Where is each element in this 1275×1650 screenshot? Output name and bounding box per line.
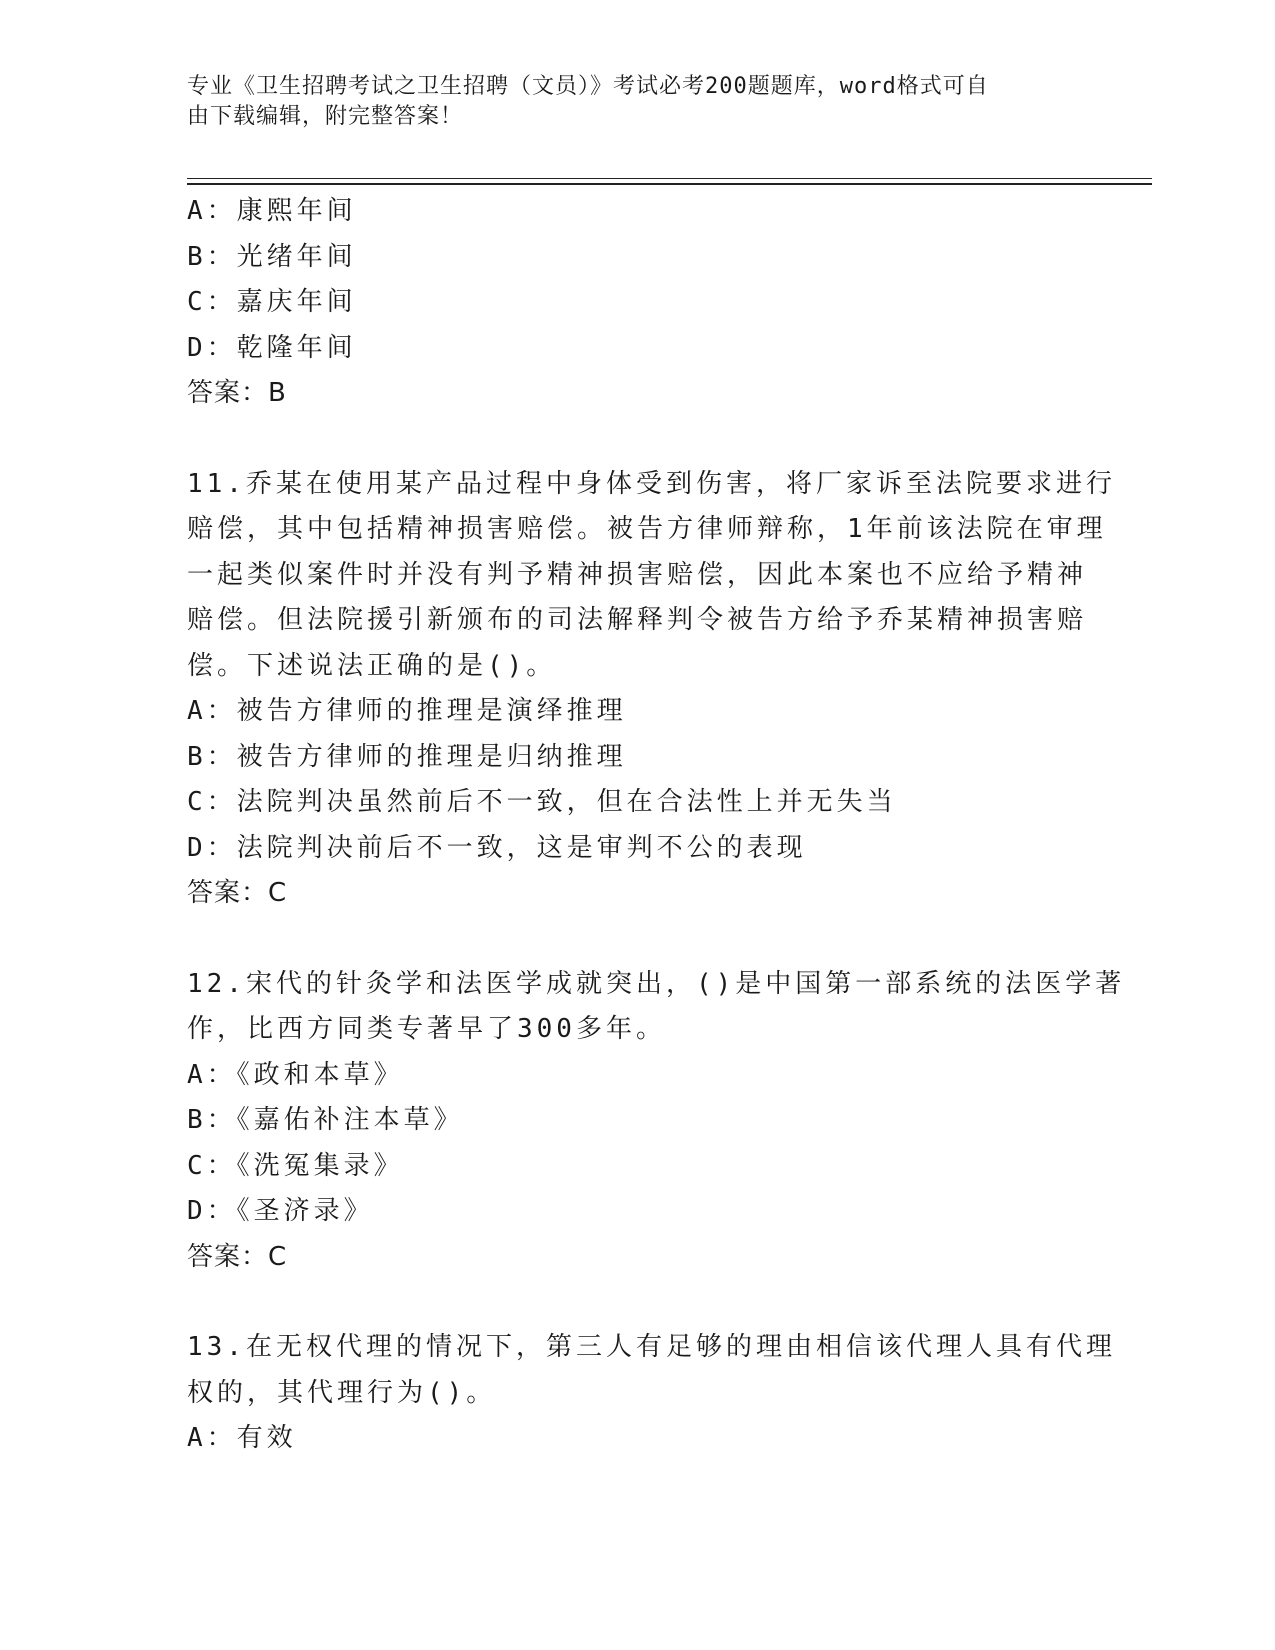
option-d: D：法院判决前后不一致，这是审判不公的表现 (187, 832, 807, 863)
option-d: D：《圣济录》 (187, 1196, 374, 1226)
question-text-line: 11.乔某在使用某产品过程中身体受到伤害，将厂家诉至法院要求进行 (187, 468, 1116, 499)
option-d: D：乾隆年间 (187, 332, 357, 363)
answer-line: 答案：C (187, 878, 288, 908)
header-line-1: 专业《卫生招聘考试之卫生招聘（文员）》考试必考200题题库，word格式可自 (187, 74, 989, 99)
option-c: C：嘉庆年间 (187, 287, 357, 317)
question-text-line: 12.宋代的针灸学和法医学成就突出，()是中国第一部系统的法医学著 (187, 968, 1126, 999)
question-text-line: 权的，其代理行为()。 (187, 1377, 497, 1408)
question-10 (187, 189, 1087, 417)
question-text-line: 一起类似案件时并没有判予精神损害赔偿，因此本案也不应给予精神 (187, 559, 1088, 590)
question-text-line: 作，比西方同类专著早了300多年。 (187, 1014, 666, 1044)
answer-line: 答案：C (187, 1241, 288, 1272)
header-divider-thin (187, 178, 1152, 179)
question-text-line: 赔偿。但法院援引新颁布的司法解释判令被告方给予乔某精神损害赔 (187, 605, 1088, 635)
spacer (187, 1280, 1087, 1325)
option-a: A：《政和本草》 (187, 1059, 404, 1090)
option-a: A：康熙年间 (187, 196, 357, 226)
spacer (187, 917, 1087, 962)
document-header (187, 72, 1067, 132)
question-text-line: 偿。下述说法正确的是()。 (187, 650, 557, 681)
option-c: C：《洗冤集录》 (187, 1150, 404, 1181)
option-b: B：被告方律师的推理是归纳推理 (187, 741, 627, 772)
option-a: A：有效 (187, 1423, 297, 1453)
question-12 (187, 962, 1126, 1281)
spacer (187, 417, 1087, 462)
option-b: B：《嘉佑补注本草》 (187, 1105, 464, 1135)
header-line-2: 由下载编辑，附完整答案！ (187, 104, 464, 129)
option-a: A：被告方律师的推理是演绎推理 (187, 696, 627, 726)
question-13 (187, 1325, 1116, 1462)
question-list (187, 189, 1126, 1462)
header-divider-thick (187, 183, 1152, 185)
option-b: B：光绪年间 (187, 241, 357, 272)
question-11 (187, 462, 1116, 917)
option-c: C：法院判决虽然前后不一致，但在合法性上并无失当 (187, 787, 897, 817)
answer-line: 答案：B (187, 378, 287, 408)
question-text-line: 赔偿，其中包括精神损害赔偿。被告方律师辩称，1年前该法院在审理 (187, 514, 1107, 544)
question-text-line: 13.在无权代理的情况下，第三人有足够的理由相信该代理人具有代理 (187, 1332, 1116, 1362)
